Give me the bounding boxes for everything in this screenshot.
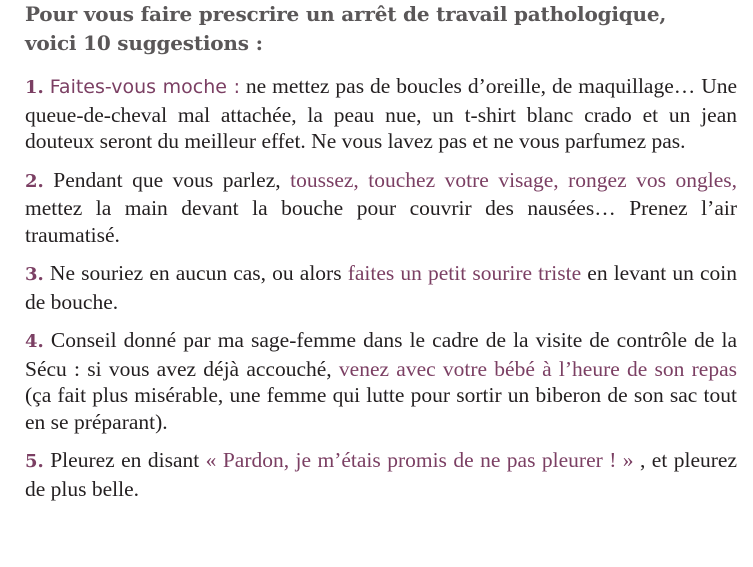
suggestion-number: 3. bbox=[25, 264, 44, 285]
suggestion-4 bbox=[25, 327, 737, 435]
suggestion-text: mettez la main devant la bouche pour couvrir des nausées… Prenez l’air traumatisé. bbox=[25, 196, 737, 247]
suggestion-text: Ne souriez en aucun cas, ou alors bbox=[43, 261, 348, 285]
suggestion-text: (ça fait plus misérable, une femme qui lutte pour sortir un biberon de son sac tout en se préparant). bbox=[25, 383, 737, 434]
suggestion-number: 5. bbox=[25, 451, 44, 472]
page-title bbox=[25, 0, 737, 58]
title-line-2: voici 10 suggestions : bbox=[25, 31, 263, 55]
suggestion-number: 1. bbox=[25, 77, 44, 98]
suggestion-number: 4. bbox=[25, 331, 44, 352]
suggestion-text: ne mettez pas de boucles d’oreille, de maquillage… Une queue-de-cheval mal attachée, la peau nue, un t-shirt blanc crado et un jean douteux seront du meilleur effet. Ne vous lavez pas et ne vous parfumez pas. bbox=[25, 74, 738, 153]
suggestion-2 bbox=[25, 167, 737, 249]
suggestion-text: Pleurez en disant bbox=[43, 448, 206, 472]
suggestion-highlight: toussez, touchez votre visage, rongez vos ongles, bbox=[290, 167, 737, 192]
suggestion-text: Pendant que vous parlez, bbox=[43, 167, 291, 192]
suggestion-highlight: faites un petit sourire triste bbox=[347, 261, 582, 285]
suggestion-highlight: « Pardon, je m’étais promis de ne pas pleurer ! » bbox=[205, 448, 634, 472]
suggestion-text: , et pleurez de plus belle. bbox=[25, 448, 737, 501]
suggestion-1 bbox=[25, 73, 737, 155]
suggestion-text: en levant un coin de bouche. bbox=[25, 261, 738, 314]
suggestion-5 bbox=[25, 447, 737, 502]
suggestion-highlight: venez avec votre bébé à l’heure de son repas bbox=[338, 356, 737, 381]
title-line-1: Pour vous faire prescrire un arrêt de travail pathologique, bbox=[25, 2, 667, 26]
suggestion-3 bbox=[25, 260, 737, 315]
suggestion-text: Conseil donné par ma sage-femme dans le cadre de la visite de contrôle de la Sécu : si vous avez déjà accouché, bbox=[25, 328, 737, 381]
suggestion-number: 2. bbox=[25, 170, 44, 192]
suggestion-highlight: Faites-vous moche : bbox=[49, 76, 240, 98]
document-page bbox=[25, 0, 737, 502]
